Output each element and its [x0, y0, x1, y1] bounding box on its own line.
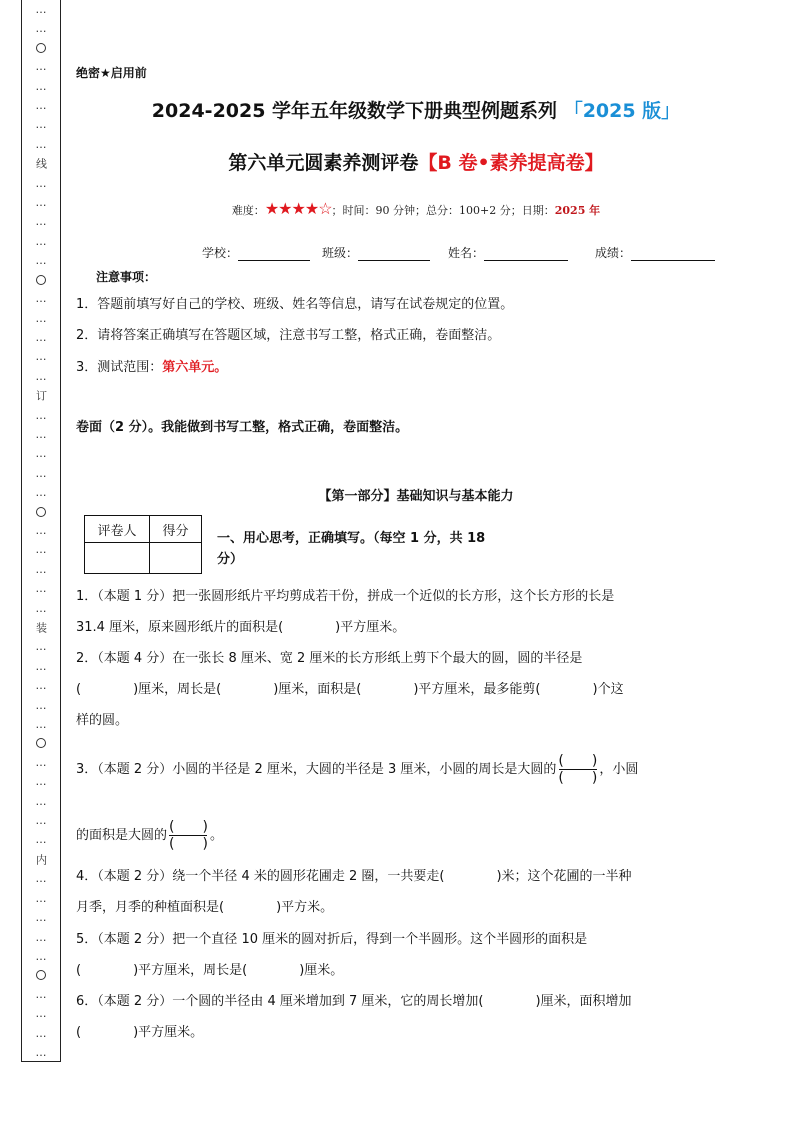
title-main: 2024-2025 学年五年级数学下册典型例题系列 [151, 100, 558, 122]
binding-dots: … [35, 330, 47, 344]
binding-dots: … [35, 659, 47, 673]
binding-dots: … [35, 814, 47, 828]
question-4 [76, 861, 748, 923]
score-header: 得分 [150, 516, 202, 543]
subtitle-main: 第六单元圆素养测评卷 [228, 152, 419, 174]
page-subtitle [76, 148, 756, 175]
question-6 [76, 986, 748, 1048]
difficulty-stars-filled: ★★★★ [264, 199, 319, 218]
school-blank[interactable] [238, 248, 310, 261]
section-1-title-line1: 一、用心思考，正确填写。（每空 1 分，共 18 [217, 531, 486, 546]
binding-margin [21, 0, 61, 1062]
question-3-line2 [76, 814, 748, 856]
question-5 [76, 924, 748, 986]
school-label: 学校： [202, 246, 239, 260]
test-scope: 第六单元。 [162, 360, 228, 375]
class-field[interactable] [322, 244, 430, 261]
exam-date: 2025 年 [554, 204, 601, 217]
section-1-title-line2: 分） [217, 552, 244, 567]
score-label: 成绩： [595, 246, 632, 260]
binding-dots: … [35, 930, 47, 944]
name-label: 姓名： [448, 246, 485, 260]
binding-dots: … [35, 350, 47, 364]
question-3-text1: 3．（本题 2 分）小圆的半径是 2 厘米，大圆的半径是 3 厘米，小圆的周长是大圆的 [76, 761, 557, 777]
fraction-2-denominator: ( ) [169, 835, 208, 852]
question-5-line2: ( )平方厘米，周长是( )厘米。 [76, 963, 344, 978]
time-info: ；时间：90 分钟；总分：100+2 分；日期： [331, 204, 555, 217]
title-edition: 「2025 版」 [563, 100, 681, 122]
score-field[interactable] [595, 244, 715, 261]
binding-label: 装 [34, 622, 48, 633]
page-title [76, 96, 756, 123]
binding-dots: … [35, 911, 47, 925]
notes-title: 注意事项： [96, 270, 157, 284]
exam-info [76, 199, 756, 218]
binding-dots: … [35, 1045, 47, 1059]
question-1-line2: 31.4 厘米，原来圆形纸片的面积是( )平方厘米。 [76, 620, 406, 635]
fraction-blank-1[interactable] [558, 753, 597, 786]
binding-dots: … [35, 408, 47, 422]
binding-dots: … [35, 254, 47, 268]
binding-dots: … [35, 543, 47, 557]
reviewer-cell[interactable] [85, 543, 150, 574]
question-4-line2: 月季，月季的种植面积是( )平方米。 [76, 900, 334, 915]
binding-dots: … [35, 137, 47, 151]
question-6-line1: 6．（本题 2 分）一个圆的半径由 4 厘米增加到 7 厘米，它的周长增加( )厘米，面积增加 [76, 994, 632, 1009]
binding-ring [36, 970, 46, 980]
subtitle-tag: 【B 卷•素养提高卷】 [418, 152, 604, 174]
binding-dots: … [35, 794, 47, 808]
binding-dots: … [35, 1026, 47, 1040]
binding-dots: … [35, 447, 47, 461]
binding-dots: … [35, 679, 47, 693]
question-2-line2: ( )厘米，周长是( )厘米，面积是( )平方厘米，最多能剪( )个这 [76, 682, 624, 697]
binding-dots: … [35, 640, 47, 654]
question-1-line1: 1．（本题 1 分）把一张圆形纸片平均剪成若干份，拼成一个近似的长方形，这个长方形的长是 [76, 589, 615, 604]
fraction-2-numerator: ( ) [169, 818, 208, 835]
binding-dots: … [35, 466, 47, 480]
binding-dots: … [35, 486, 47, 500]
reviewer-header: 评卷人 [85, 516, 150, 543]
binding-dots: … [35, 949, 47, 963]
binding-dots: … [35, 3, 47, 16]
score-blank[interactable] [631, 248, 715, 261]
binding-ring [36, 738, 46, 748]
school-field[interactable] [202, 244, 310, 261]
binding-dots: … [35, 79, 47, 93]
section-1-title [217, 528, 547, 570]
binding-dots: … [35, 872, 47, 886]
binding-dots: … [35, 196, 47, 210]
fraction-1-denominator: ( ) [558, 769, 598, 786]
part-1-heading: 【第一部分】基础知识与基本能力 [318, 489, 514, 504]
fraction-blank-2[interactable] [169, 819, 208, 852]
binding-column [22, 4, 60, 1058]
binding-dots: … [35, 891, 47, 905]
binding-dots: … [35, 987, 47, 1001]
name-field[interactable] [448, 244, 568, 261]
difficulty-star-empty: ☆ [318, 199, 332, 218]
difficulty-label: 难度： [231, 204, 265, 217]
question-3 [76, 748, 748, 856]
binding-dots: … [35, 427, 47, 441]
fraction-1-numerator: ( ) [558, 752, 598, 769]
question-4-line1: 4．（本题 2 分）绕一个半径 4 米的圆形花圃走 2 圈，一共要走( )米；这个花圃的一半种 [76, 869, 632, 884]
question-3-text2: 的面积是大圆的 [76, 827, 168, 843]
question-1 [76, 581, 748, 643]
binding-dots: … [35, 755, 47, 769]
binding-dots: … [35, 311, 47, 325]
question-2 [76, 643, 748, 736]
question-6-line2: ( )平方厘米。 [76, 1025, 204, 1040]
binding-dots: … [35, 562, 47, 576]
class-blank[interactable] [358, 248, 430, 261]
binding-dots: … [35, 99, 47, 113]
binding-dots: … [35, 523, 47, 537]
binding-dots: … [35, 234, 47, 248]
binding-dots: … [35, 292, 47, 306]
exam-page [76, 0, 756, 1123]
binding-ring [36, 507, 46, 517]
binding-dots: … [35, 1007, 47, 1021]
binding-dots: … [35, 60, 47, 74]
question-3-text1-end: ，小圆 [599, 761, 639, 777]
class-label: 班级： [322, 246, 359, 260]
note-2: 2．请将答案正确填写在答题区域，注意书写工整，格式正确，卷面整洁。 [76, 328, 501, 343]
note-1: 1．答题前填写好自己的学校、班级、姓名等信息，请写在试卷规定的位置。 [76, 297, 514, 312]
question-3-line1 [76, 748, 748, 790]
score-cell[interactable] [150, 543, 202, 574]
binding-dots: … [35, 22, 47, 36]
question-2-line3: 样的圆。 [76, 713, 129, 728]
binding-dots: … [35, 369, 47, 383]
binding-dots: … [35, 118, 47, 132]
binding-dots: … [35, 601, 47, 615]
binding-label: 订 [34, 390, 48, 402]
note-3-text: 3．测试范围： [76, 360, 163, 375]
binding-label: 线 [34, 158, 48, 170]
question-2-line1: 2．（本题 4 分）在一张长 8 厘米、宽 2 厘米的长方形纸上剪下个最大的圆，圆的半径是 [76, 651, 583, 666]
binding-dots: … [35, 176, 47, 190]
binding-ring [36, 275, 46, 285]
binding-dots: … [35, 718, 47, 732]
binding-dots: … [35, 698, 47, 712]
name-blank[interactable] [484, 248, 568, 261]
secret-mark: 绝密★启用前 [76, 66, 147, 80]
binding-dots: … [35, 775, 47, 789]
grader-table [84, 515, 202, 574]
question-5-line1: 5．（本题 2 分）把一个直径 10 厘米的圆对折后，得到一个半圆形。这个半圆形的面积是 [76, 932, 588, 947]
binding-label: 内 [34, 853, 48, 865]
neatness-note: 卷面（2 分）。我能做到书写工整，格式正确，卷面整洁。 [76, 420, 409, 435]
binding-dots: … [35, 833, 47, 847]
binding-ring [36, 43, 46, 53]
binding-dots: … [35, 215, 47, 229]
question-3-text2-end: 。 [209, 827, 223, 843]
note-3 [76, 356, 227, 375]
binding-dots: … [35, 582, 47, 596]
